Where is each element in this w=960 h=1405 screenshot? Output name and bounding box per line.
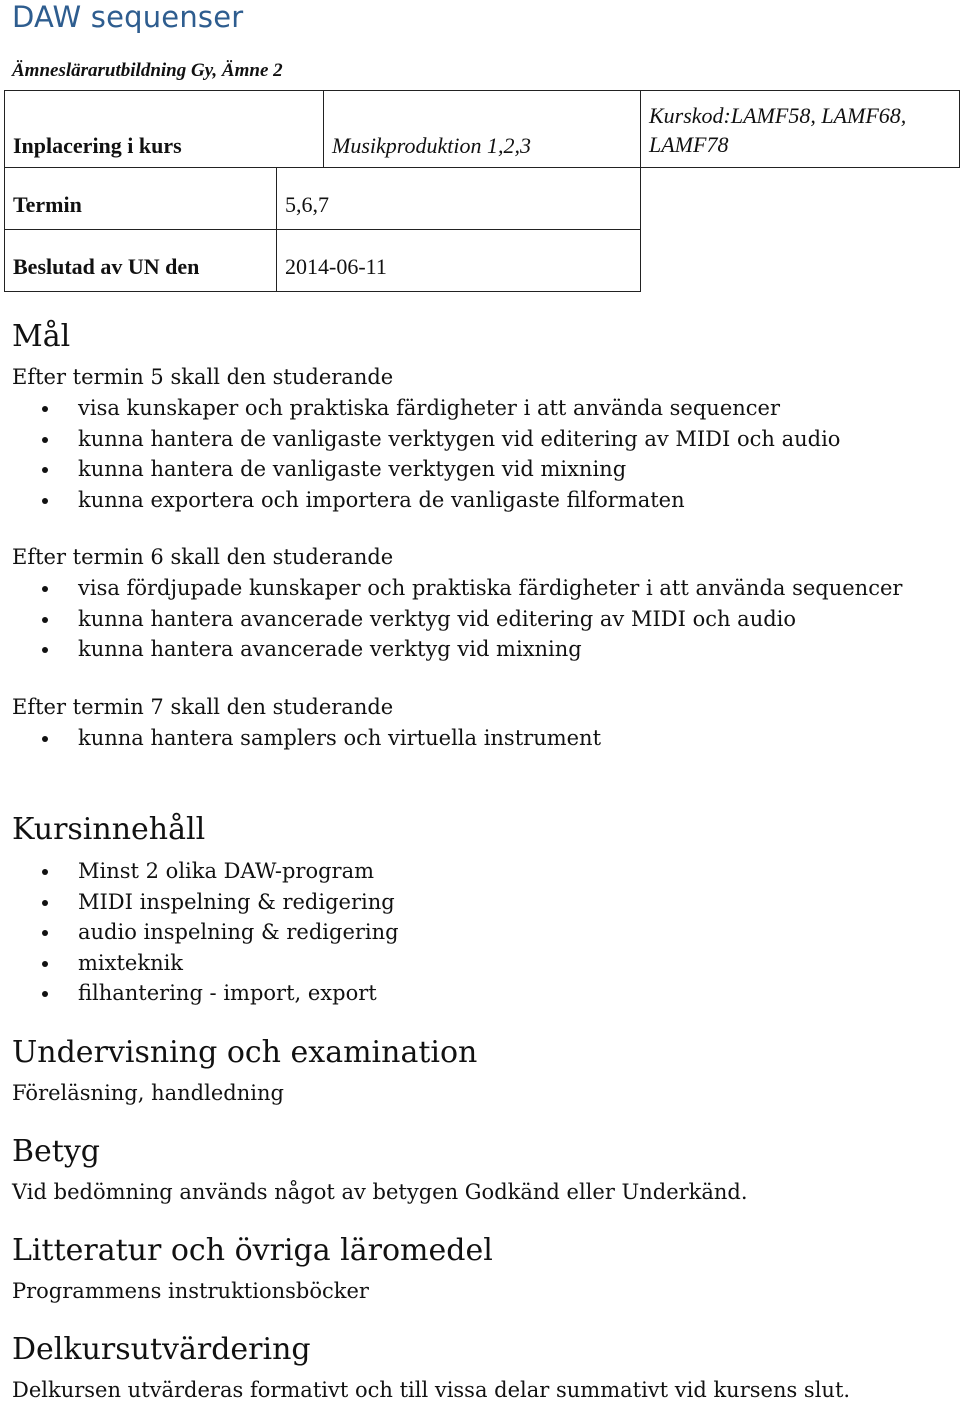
grade-heading: Betyg [12,1134,101,1169]
teaching-text: Föreläsning, handledning [12,1081,284,1105]
term-value: 5,6,7 [276,167,641,230]
list-item: kunna hantera avancerade verktyg vid mixning [0,634,902,665]
list-item: kunna exportera och importera de vanligaste filformaten [0,485,840,516]
content-list [0,856,399,1009]
term7-intro: Efter termin 7 skall den studerande [12,695,394,719]
list-item: visa kunskaper och praktiska färdigheter i att använda sequencer [0,393,840,424]
decided-value: 2014-06-11 [276,229,641,292]
list-item: kunna hantera de vanligaste verktygen vid editering av MIDI och audio [0,424,840,455]
list-item: mixteknik [0,948,399,979]
list-item: audio inspelning & redigering [0,917,399,948]
list-item: filhantering - import, export [0,978,399,1009]
list-item: visa fördjupade kunskaper och praktiska färdigheter i att använda sequencer [0,573,902,604]
goals-heading: Mål [12,319,71,354]
program-subtitle: Ämneslärarutbildning Gy, Ämne 2 [12,60,283,81]
list-item: kunna hantera avancerade verktyg vid editering av MIDI och audio [0,604,902,635]
placement-value: Musikproduktion 1,2,3 [323,90,641,168]
list-item: Minst 2 olika DAW-program [0,856,399,887]
term5-list [0,393,840,515]
term6-list [0,573,902,665]
literature-text: Programmens instruktionsböcker [12,1279,369,1303]
list-item: kunna hantera de vanligaste verktygen vid mixning [0,454,840,485]
term5-intro: Efter termin 5 skall den studerande [12,365,394,389]
term7-list [0,723,601,754]
decided-label: Beslutad av UN den [4,229,277,292]
literature-heading: Litteratur och övriga läromedel [12,1233,493,1268]
list-item: MIDI inspelning & redigering [0,887,399,918]
placement-label: Inplacering i kurs [4,90,324,168]
teaching-heading: Undervisning och examination [12,1035,478,1070]
content-heading: Kursinnehåll [12,812,206,847]
course-info-table [4,90,960,292]
evaluation-text: Delkursen utvärderas formativt och till vissa delar summativt vid kursens slut. [12,1378,851,1402]
term-label: Termin [4,167,277,230]
course-code: Kurskod:LAMF58, LAMF68, LAMF78 [640,90,960,168]
list-item: kunna hantera samplers och virtuella instrument [0,723,601,754]
grade-text: Vid bedömning används något av betygen Godkänd eller Underkänd. [12,1180,748,1204]
page-title: DAW sequenser [12,0,244,34]
evaluation-heading: Delkursutvärdering [12,1332,311,1367]
term6-intro: Efter termin 6 skall den studerande [12,545,394,569]
